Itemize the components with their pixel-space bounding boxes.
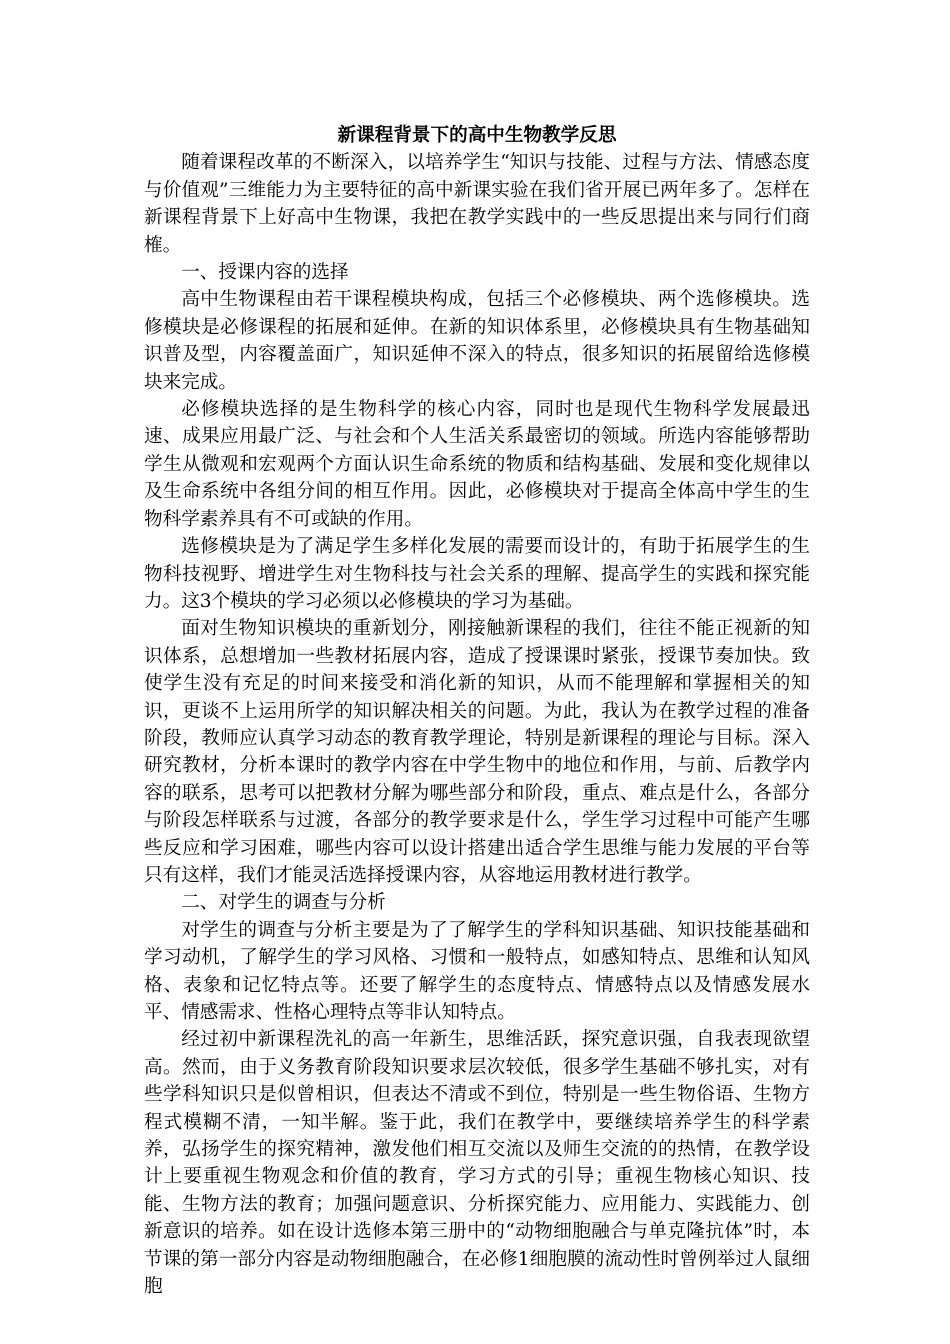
section-heading-1: 一、授课内容的选择 xyxy=(181,262,349,284)
section-heading-2: 二、对学生的调查与分析 xyxy=(181,892,386,914)
intro-paragraph: 随着课程改革的不断深入，以培养学生“知识与技能、过程与方法、情感态度与价值观”三维能力为主要特征的高中新课实验在我们省开展已两年多了。怎样在新课程背景下上好高中生物课，我把在教学实践中的一些反思提出来与同行们商榷。 xyxy=(144,152,810,256)
body-paragraph: 对学生的调查与分析主要是为了了解学生的学科知识基础、知识技能基础和学习动机，了解学生的学习风格、习惯和一般特点，如感知特点、思维和认知风格、表象和记忆特点等。还要了解学生的态度特点、情感特点以及情感发展水平、情感需求、性格心理特点等非认知特点。 xyxy=(144,919,810,1023)
document-body xyxy=(144,122,810,1300)
document-title: 新课程背景下的高中生物教学反思 xyxy=(337,125,617,146)
body-paragraph: 高中生物课程由若干课程模块构成，包括三个必修模块、两个选修模块。选修模块是必修课程的拓展和延伸。在新的知识体系里，必修模块具有生物基础知识普及型，内容覆盖面广，知识延伸不深入的特点，很多知识的拓展留给选修模块来完成。 xyxy=(144,289,810,393)
body-paragraph: 面对生物知识模块的重新划分，刚接触新课程的我们，往往不能正视新的知识体系，总想增加一些教材拓展内容，造成了授课课时紧张，授课节奏加快。致使学生没有充足的时间来接受和消化新的知识，从而不能理解和掌握相关的知识，更谈不上运用所学的知识解决相关的问题。为此，我认为在教学过程的准备阶段，教师应认真学习动态的教育教学理论，特别是新课程的理论与目标。深入研究教材，分析本课时的教学内容在中学生物中的地位和作用，与前、后教学内容的联系，思考可以把教材分解为哪些部分和阶段，重点、难点是什么，各部分与阶段怎样联系与过渡，各部分的教学要求是什么，学生学习过程中可能产生哪些反应和学习困难，哪些内容可以设计搭建出适合学生思维与能力发展的平台等只有这样，我们才能灵活选择授课内容，从容地运用教材进行教学。 xyxy=(144,618,810,886)
body-paragraph: 经过初中新课程洗礼的高一年新生，思维活跃，探究意识强，自我表现欲望高。然而，由于义务教育阶段知识要求层次较低，很多学生基础不够扎实，对有些学科知识只是似曾相识，但表达不清或不到位，特别是一些生物俗语、生物方程式模糊不清，一知半解。鉴于此，我们在教学中，要继续培养学生的科学素养，弘扬学生的探究精神，激发他们相互交流以及师生交流的的热情，在教学设计上要重视生物观念和价值的教育，学习方式的引导；重视生物核心知识、技能、生物方法的教育；加强问题意识、分析探究能力、应用能力、实践能力、创新意识的培养。如在设计选修本第三册中的“动物细胞融合与单克隆抗体”时，本节课的第一部分内容是动物细胞融合，在必修1细胞膜的流动性时曾例举过人鼠细胞 xyxy=(144,1029,810,1298)
body-paragraph: 选修模块是为了满足学生多样化发展的需要而设计的，有助于拓展学生的生物科技视野、增进学生对生物科技与社会关系的理解、提高学生的实践和探究能力。这3个模块的学习必须以必修模块的学习为基础。 xyxy=(144,536,810,612)
body-paragraph: 必修模块选择的是生物科学的核心内容，同时也是现代生物科学发展最迅速、成果应用最广泛、与社会和个人生活关系最密切的领域。所选内容能够帮助学生从微观和宏观两个方面认识生命系统的物质和结构基础、发展和变化规律以及生命系统中各组分间的相互作用。因此，必修模块对于提高全体高中学生的生物科学素养具有不可或缺的作用。 xyxy=(144,399,810,530)
